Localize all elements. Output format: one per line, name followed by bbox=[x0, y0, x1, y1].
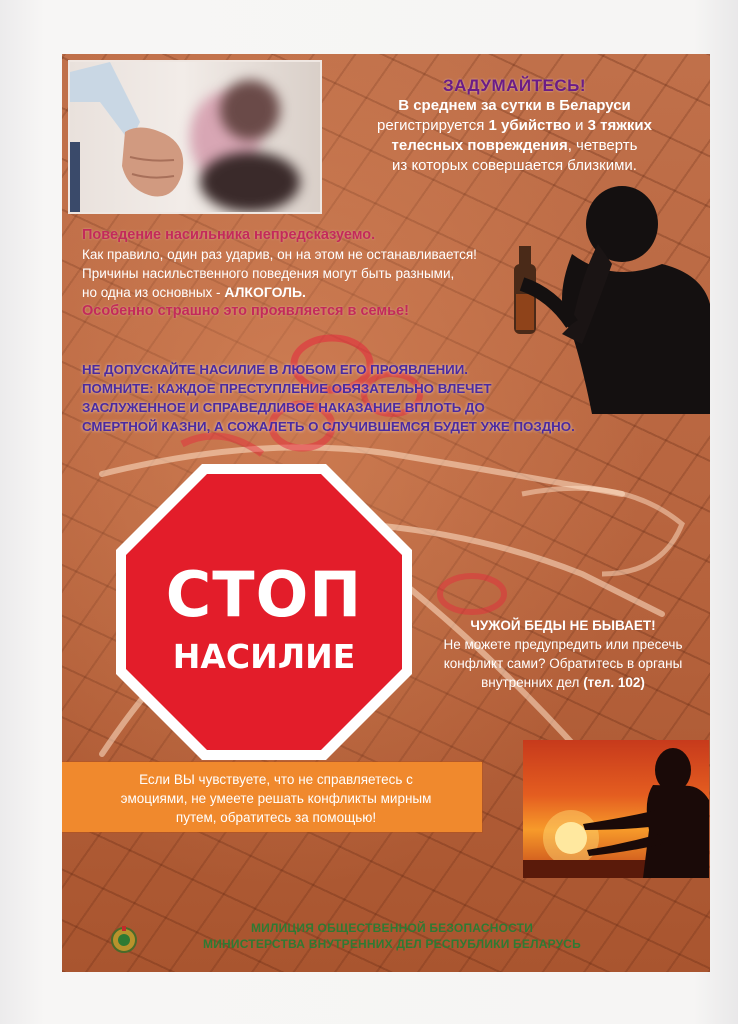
footer-line1: МИЛИЦИЯ ОБЩЕСТВЕННОЙ БЕЗОПАСНОСТИ bbox=[250, 921, 534, 935]
headline-line2-mid: и bbox=[570, 117, 588, 134]
poster bbox=[62, 54, 710, 972]
headline-line2-pre: регистрируется bbox=[377, 117, 489, 134]
footer bbox=[142, 920, 642, 952]
warning-line4: СМЕРТНОЙ КАЗНИ, А СОЖАЛЕТЬ О СЛУЧИВШЕМСЯ БУДЕТ УЖЕ ПОЗДНО. bbox=[82, 419, 575, 434]
footer-line2: МИНИСТЕРСТВА ВНУТРЕННИХ ДЕЛ РЕСПУБЛИКИ БЕЛАРУСЬ bbox=[203, 937, 581, 951]
headline-line3 bbox=[332, 136, 697, 156]
stop-word: СТОП bbox=[165, 558, 363, 631]
headline-line4: из которых совершается близкими. bbox=[392, 157, 637, 174]
headline-line3-bold: телесных повреждения bbox=[391, 137, 568, 154]
help-text bbox=[86, 770, 466, 827]
fist-photo bbox=[68, 60, 322, 214]
behavior-title: Поведение насильника непредсказуемо. bbox=[82, 227, 376, 243]
police-emblem-icon bbox=[110, 924, 138, 956]
sunset-icon bbox=[523, 740, 709, 878]
headline-line1: В среднем за сутки в Беларуси bbox=[398, 97, 631, 114]
behavior-line3-pre: но одна из основных - bbox=[82, 285, 225, 300]
behavior-line1: Как правило, один раз ударив, он на этом не останавливается! bbox=[82, 247, 477, 262]
fist-icon bbox=[70, 62, 320, 212]
woman-sunset-silhouette bbox=[523, 740, 709, 878]
behavior-line4: Особенно страшно это проявляется в семье! bbox=[82, 303, 409, 319]
headline-block bbox=[332, 76, 697, 176]
headline-line2-bold1: 1 убийство bbox=[488, 117, 571, 134]
headline-title: ЗАДУМАЙТЕСЬ! bbox=[443, 76, 586, 95]
phone-number: (тел. 102) bbox=[583, 675, 645, 690]
headline-line2 bbox=[332, 116, 697, 136]
behavior-line3-bold: АЛКОГОЛЬ. bbox=[224, 284, 306, 300]
appeal-line3-pre: внутренних дел bbox=[481, 675, 584, 690]
help-line1: Если ВЫ чувствуете, что не справляетесь с bbox=[139, 772, 413, 787]
warning-line3: ЗАСЛУЖЕННОЕ И СПРАВЕДЛИВОЕ НАКАЗАНИЕ ВПЛОТЬ ДО bbox=[82, 400, 485, 415]
appeal-line1: Не можете предупредить или пресечь bbox=[443, 637, 683, 652]
behavior-line3 bbox=[82, 283, 522, 302]
behavior-line2: Причины насильственного поведения могут быть разными, bbox=[82, 266, 455, 281]
violence-word: НАСИЛИЕ bbox=[172, 637, 356, 676]
headline-line2-bold2: 3 тяжких bbox=[587, 117, 652, 134]
stop-sign bbox=[114, 462, 414, 762]
warning-block bbox=[82, 360, 692, 436]
appeal-block bbox=[418, 616, 708, 692]
warning-line2: ПОМНИТЕ: КАЖДОЕ ПРЕСТУПЛЕНИЕ ОБЯЗАТЕЛЬНО ВЛЕЧЕТ bbox=[82, 381, 492, 396]
help-line2: эмоциями, не умеете решать конфликты мирным bbox=[120, 791, 432, 806]
help-box bbox=[62, 762, 482, 832]
behavior-block bbox=[82, 226, 522, 321]
appeal-line3 bbox=[418, 673, 708, 692]
headline-line3-rest: , четверть bbox=[567, 137, 638, 154]
warning-line1: НЕ ДОПУСКАЙТЕ НАСИЛИЕ В ЛЮБОМ ЕГО ПРОЯВЛЕНИИ. bbox=[82, 362, 468, 377]
appeal-line2: конфликт сами? Обратитесь в органы bbox=[443, 656, 683, 671]
appeal-title: ЧУЖОЙ БЕДЫ НЕ БЫВАЕТ! bbox=[470, 618, 656, 633]
help-line3: путем, обратитесь за помощью! bbox=[175, 810, 377, 825]
